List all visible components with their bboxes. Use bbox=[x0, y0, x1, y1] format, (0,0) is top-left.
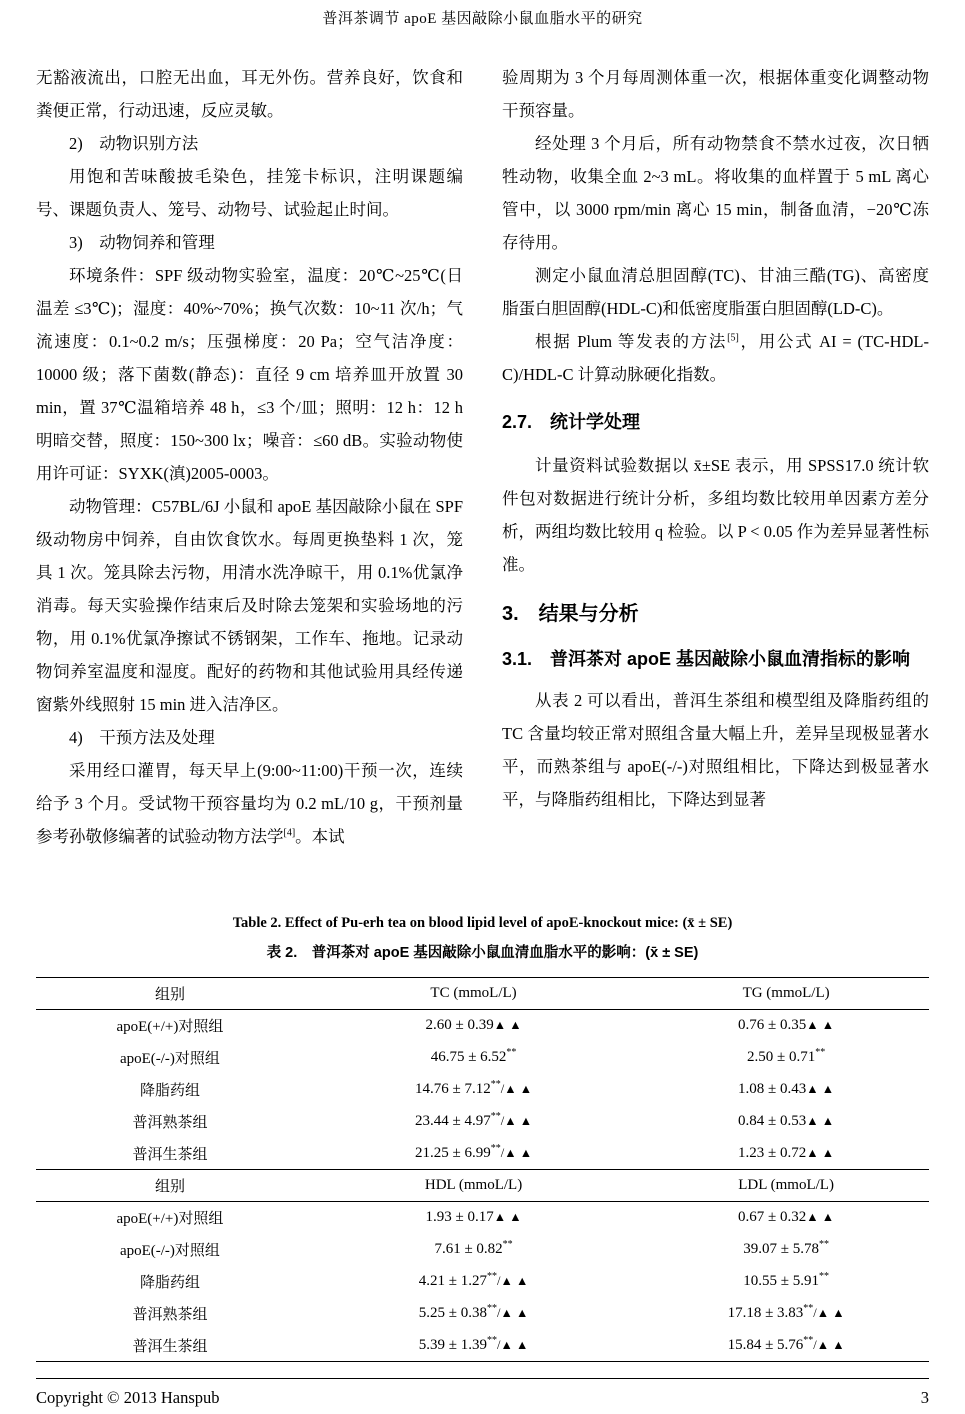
value-text: 1.93 ± 0.17 bbox=[425, 1209, 494, 1226]
value-cell bbox=[304, 1266, 643, 1298]
group-cell: apoE(-/-)对照组 bbox=[119, 1051, 220, 1067]
value-cell bbox=[304, 1234, 643, 1266]
triangle-marker: ▲ ▲ bbox=[806, 1018, 835, 1033]
triangle-marker: ▲ ▲ bbox=[493, 1018, 522, 1033]
list-item-heading: 4) 干预方法及处理 bbox=[69, 728, 215, 747]
list-item-heading: 2) 动物识别方法 bbox=[69, 134, 199, 153]
table-header-row bbox=[36, 1170, 929, 1202]
value-cell bbox=[643, 1074, 929, 1106]
value-cell bbox=[304, 1202, 643, 1234]
significance-marker: ** bbox=[818, 1271, 829, 1282]
paragraph bbox=[502, 325, 929, 391]
triangle-marker: /▲ ▲ bbox=[813, 1306, 845, 1320]
paragraph-text: 。本试 bbox=[295, 827, 345, 846]
value-cell bbox=[643, 1138, 929, 1170]
section-heading-statistics: 2.7. 统计学处理 bbox=[502, 412, 641, 432]
significance-marker: ** bbox=[815, 1047, 826, 1058]
value-cell bbox=[304, 1074, 643, 1106]
significance-marker: ** bbox=[487, 1303, 497, 1314]
value-text: 0.76 ± 0.35 bbox=[738, 1017, 807, 1034]
column-header-group: 组别 bbox=[36, 1170, 304, 1202]
triangle-marker: ▲ ▲ bbox=[806, 1082, 835, 1096]
value-cell bbox=[304, 1042, 643, 1074]
paragraph: 环境条件：SPF 级动物实验室，温度：20℃~25℃(日温差 ≤3℃)；湿度：40%~70%；换气次数：10~11 次/h；气流速度：0.1~0.2 m/s；压强梯度：20 Pa；空气洁净度：10000 级；落下菌数(静态)：直径 9 cm 培养皿开放置 30 min，置 37℃温箱培养 48 h，≤3 个/皿；照明：12 h：12 h 明暗交替，照度：150~300 lx；噪音：≤60 dB。实验动物使用许可证：SYXK(滇)2005-0003。 bbox=[36, 266, 463, 483]
paragraph: 从表 2 可以看出，普洱生茶组和模型组及降脂药组的 TC 含量均较正常对照组含量大幅上升，差异呈现极显著水平，而熟茶组与 apoE(-/-)对照组相比，下降达到极显著水平，与降脂药组相比，下降达到显著 bbox=[502, 691, 929, 809]
group-cell: apoE(+/+)对照组 bbox=[116, 1019, 224, 1036]
significance-marker: ** bbox=[506, 1047, 517, 1058]
paragraph: 用饱和苦味酸披毛染色，挂笼卡标识，注明课题编号、课题负责人、笼号、动物号、试验起止时间。 bbox=[36, 167, 463, 219]
paragraph: 经处理 3 个月后，所有动物禁食不禁水过夜，次日牺牲动物，收集全血 2~3 mL。将收集的血样置于 5 mL 离心管中，以 3000 rpm/min 离心 15 min，制备血清，−20℃冻存待用。 bbox=[502, 134, 929, 252]
table-caption-chinese: 表 2. 普洱茶对 apoE 基因敲除小鼠血清血脂水平的影响：(x̄ ± SE) bbox=[266, 945, 699, 961]
significance-marker: ** bbox=[803, 1303, 814, 1314]
table-row bbox=[36, 1234, 929, 1266]
triangle-marker: /▲ ▲ bbox=[497, 1337, 529, 1352]
value-text: 5.25 ± 0.38 bbox=[418, 1305, 487, 1321]
triangle-marker: /▲ ▲ bbox=[497, 1306, 529, 1320]
value-text: 10.55 ± 5.91 bbox=[743, 1273, 819, 1289]
page-number: 3 bbox=[920, 1388, 929, 1407]
value-cell bbox=[643, 1042, 929, 1074]
triangle-marker: ▲ ▲ bbox=[806, 1210, 835, 1225]
triangle-marker: /▲ ▲ bbox=[500, 1114, 533, 1128]
reference-superscript: [4] bbox=[283, 827, 296, 839]
two-column-body bbox=[36, 61, 929, 903]
triangle-marker: /▲ ▲ bbox=[500, 1082, 533, 1096]
value-text: 4.21 ± 1.27 bbox=[418, 1273, 487, 1289]
value-text: 14.76 ± 7.12 bbox=[415, 1081, 491, 1097]
value-cell bbox=[643, 1106, 929, 1138]
value-cell bbox=[304, 1330, 643, 1362]
value-cell bbox=[643, 1234, 929, 1266]
value-cell bbox=[304, 1010, 643, 1042]
triangle-marker: ▲ ▲ bbox=[806, 1114, 835, 1128]
value-cell bbox=[304, 1106, 643, 1138]
group-cell: 普洱熟茶组 bbox=[132, 1307, 208, 1323]
table-row bbox=[36, 1010, 929, 1042]
group-cell: 普洱熟茶组 bbox=[132, 1115, 208, 1131]
value-text: 0.67 ± 0.32 bbox=[738, 1209, 807, 1226]
value-text: 21.25 ± 6.99 bbox=[415, 1144, 491, 1161]
value-text: 23.44 ± 4.97 bbox=[415, 1113, 491, 1129]
reference-superscript: [5] bbox=[727, 332, 739, 344]
table-header-row bbox=[36, 978, 929, 1010]
column-header-tc: TC (mmoL/L) bbox=[304, 978, 643, 1010]
value-cell bbox=[643, 1010, 929, 1042]
group-cell: apoE(+/+)对照组 bbox=[116, 1211, 224, 1228]
paragraph: 无豁液流出，口腔无出血，耳无外伤。营养良好，饮食和粪便正常，行动迅速，反应灵敏。 bbox=[36, 68, 463, 120]
significance-marker: ** bbox=[490, 1079, 501, 1090]
value-text: 0.84 ± 0.53 bbox=[738, 1113, 807, 1129]
value-cell bbox=[304, 1138, 643, 1170]
subsection-heading-serum-indicators: 3.1. 普洱茶对 apoE 基因敲除小鼠血清指标的影响 bbox=[502, 649, 911, 669]
paragraph bbox=[36, 754, 463, 853]
value-cell bbox=[643, 1202, 929, 1234]
right-column bbox=[502, 61, 929, 903]
column-header-tg: TG (mmoL/L) bbox=[643, 978, 929, 1010]
table-block bbox=[36, 915, 929, 1362]
left-column bbox=[36, 61, 463, 903]
value-text: 39.07 ± 5.78 bbox=[743, 1241, 819, 1257]
table-row bbox=[36, 1042, 929, 1074]
significance-marker: ** bbox=[487, 1271, 497, 1282]
table-caption-english: Table 2. Effect of Pu-erh tea on blood lipid level of apoE-knockout mice: (x̄ ± SE) bbox=[232, 915, 733, 931]
significance-marker: ** bbox=[490, 1142, 501, 1154]
triangle-marker: ▲ ▲ bbox=[493, 1210, 522, 1225]
column-header-hdl: HDL (mmoL/L) bbox=[304, 1170, 643, 1202]
value-text: 46.75 ± 6.52 bbox=[430, 1049, 507, 1065]
value-cell bbox=[304, 1298, 643, 1330]
group-cell: 降脂药组 bbox=[139, 1275, 200, 1291]
value-cell bbox=[643, 1330, 929, 1362]
group-cell: 普洱生茶组 bbox=[132, 1146, 208, 1163]
significance-marker: ** bbox=[487, 1334, 497, 1346]
triangle-marker: /▲ ▲ bbox=[497, 1274, 529, 1288]
column-header-group: 组别 bbox=[36, 978, 304, 1010]
value-text: 2.60 ± 0.39 bbox=[425, 1017, 494, 1034]
value-text: 5.39 ± 1.39 bbox=[418, 1336, 487, 1353]
triangle-marker: ▲ ▲ bbox=[806, 1145, 835, 1160]
section-heading-results: 3. 结果与分析 bbox=[502, 603, 639, 625]
group-cell: 降脂药组 bbox=[139, 1083, 200, 1099]
value-text: 17.18 ± 3.83 bbox=[727, 1305, 804, 1321]
triangle-marker: /▲ ▲ bbox=[813, 1337, 845, 1352]
significance-marker: ** bbox=[803, 1334, 814, 1346]
group-cell: 普洱生茶组 bbox=[36, 1330, 304, 1362]
paragraph: 计量资料试验数据以 x̄±SE 表示，用 SPSS17.0 统计软件包对数据进行统计分析，多组均数比较用单因素方差分析，两组均数比较用 q 检验。以 P < 0.05 作为差异显著性标准。 bbox=[502, 456, 929, 574]
table-row bbox=[36, 1330, 929, 1362]
paragraph-text: 采用经口灌胃，每天早上(9:00~11:00)干预一次，连续给予 3 个月。受试物干预容量均为 0.2 mL/10 g，干预剂量参考孙敬修编著的试验动物方法学 bbox=[36, 761, 463, 846]
group-cell: apoE(-/-)对照组 bbox=[119, 1243, 220, 1259]
column-header-ldl: LDL (mmoL/L) bbox=[643, 1170, 929, 1202]
paragraph: 动物管理：C57BL/6J 小鼠和 apoE 基因敲除小鼠在 SPF 级动物房中饲养，自由饮食饮水。每周更换垫料 1 次，笼具 1 次。笼具除去污物，用清水洗净晾干，用 0.1%优氯净消毒。每天实验操作结束后及时除去笼架和实验场地的污物，用 0.1%优氯净擦试不锈钢架，工作车、拖地。记录动物饲养室温度和湿度。配好的药物和其他试验用具经传递窗紫外线照射 15 min 进入洁净区。 bbox=[36, 497, 463, 714]
paragraph: 验周期为 3 个月每周测体重一次，根据体重变化调整动物干预容量。 bbox=[502, 68, 929, 120]
page-footer bbox=[36, 1378, 929, 1408]
table-row bbox=[36, 1266, 929, 1298]
value-cell bbox=[643, 1266, 929, 1298]
value-text: 1.23 ± 0.72 bbox=[738, 1144, 807, 1161]
table-row bbox=[36, 1074, 929, 1106]
paragraph-text: 根据 Plum 等发表的方法 bbox=[535, 332, 728, 351]
value-text: 15.84 ± 5.76 bbox=[727, 1336, 804, 1353]
table-row bbox=[36, 1106, 929, 1138]
significance-marker: ** bbox=[818, 1239, 829, 1250]
value-text: 1.08 ± 0.43 bbox=[738, 1081, 807, 1097]
blood-lipid-table bbox=[36, 977, 929, 1362]
value-cell bbox=[643, 1298, 929, 1330]
significance-marker: ** bbox=[502, 1239, 513, 1250]
table-row bbox=[36, 1298, 929, 1330]
table-row bbox=[36, 1138, 929, 1170]
significance-marker: ** bbox=[490, 1111, 501, 1122]
running-head-title: 普洱茶调节 apoE 基因敲除小鼠血脂水平的研究 bbox=[322, 11, 643, 27]
paragraph-text: ，用公式 AI = (TC-HDL-C)/HDL-C 计算动脉硬化指数。 bbox=[502, 332, 929, 384]
value-text: 2.50 ± 0.71 bbox=[746, 1049, 816, 1065]
paragraph: 测定小鼠血清总胆固醇(TC)、甘油三酷(TG)、高密度脂蛋白胆固醇(HDL-C)和低密度脂蛋白胆固醇(LD-C)。 bbox=[502, 266, 929, 318]
value-text: 7.61 ± 0.82 bbox=[434, 1241, 503, 1257]
list-item-heading: 3) 动物饲养和管理 bbox=[69, 233, 215, 252]
table-row bbox=[36, 1202, 929, 1234]
copyright-text: Copyright © 2013 Hanspub bbox=[36, 1388, 220, 1407]
triangle-marker: /▲ ▲ bbox=[500, 1145, 533, 1160]
